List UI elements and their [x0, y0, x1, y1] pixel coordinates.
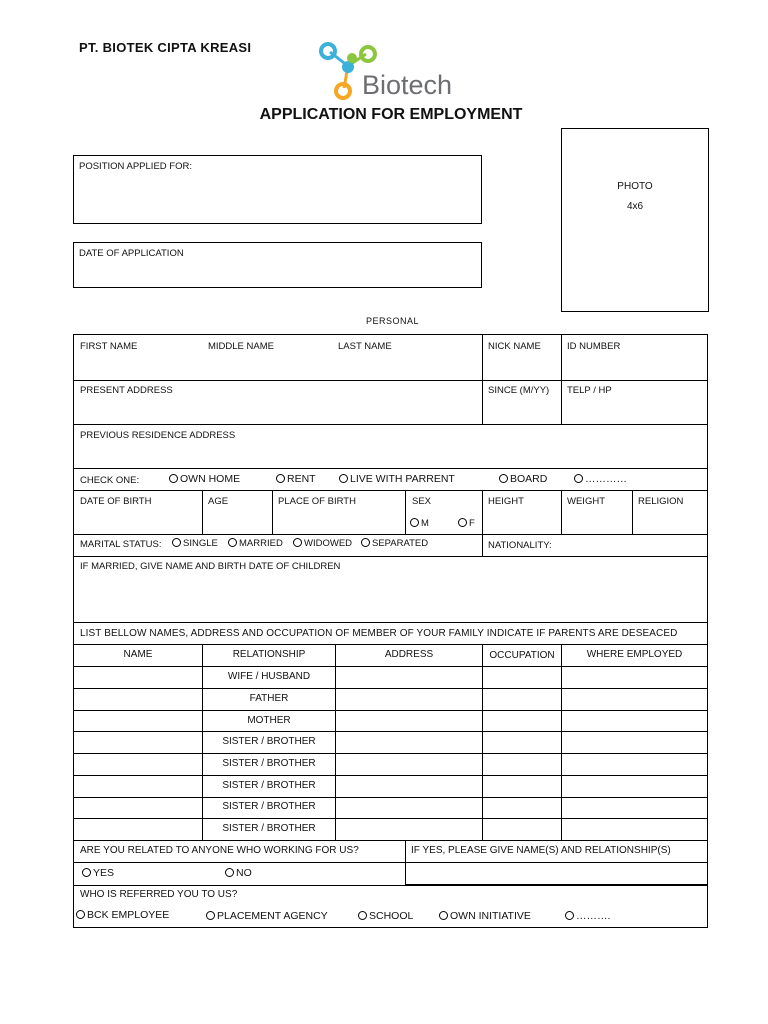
telp-label: TELP / HP: [567, 385, 612, 396]
logo-text: Biotech: [362, 70, 453, 100]
family-row-relationship: MOTHER: [247, 715, 291, 726]
family-intro-label: LIST BELLOW NAMES, ADDRESS AND OCCUPATION OF MEMBER OF YOUR FAMILY INDICATE IF PARENTS ARE DESEACED: [80, 628, 678, 639]
date-of-application-field[interactable]: [73, 242, 482, 288]
marital-separated-option[interactable]: SEPARATED: [361, 538, 428, 549]
radio-icon: [293, 538, 302, 547]
religion-label: RELIGION: [638, 496, 684, 507]
family-row-relationship: SISTER / BROTHER: [222, 758, 316, 769]
marital-married-option[interactable]: MARRIED: [228, 538, 283, 549]
referred-other-option[interactable]: ……….: [565, 910, 610, 922]
photo-label: PHOTO: [617, 181, 653, 192]
age-label: AGE: [208, 496, 229, 507]
family-header-relationship: RELATIONSHIP: [232, 649, 306, 660]
related-if-yes-label: IF YES, PLEASE GIVE NAME(S) AND RELATIONSHIP(S): [411, 845, 671, 856]
present-address-label: PRESENT ADDRESS: [80, 385, 173, 396]
radio-icon: [361, 538, 370, 547]
check-one-label: CHECK ONE:: [80, 475, 140, 486]
sex-m-option[interactable]: M: [410, 518, 429, 529]
related-question-label: ARE YOU RELATED TO ANYONE WHO WORKING FOR US?: [80, 845, 359, 856]
previous-address-label: PREVIOUS RESIDENCE ADDRESS: [80, 430, 236, 441]
radio-icon: [169, 474, 178, 483]
residence-own-home-option[interactable]: OWN HOME: [169, 473, 240, 485]
residence-board-option[interactable]: BOARD: [499, 473, 547, 485]
radio-icon: [439, 911, 448, 920]
radio-icon: [82, 868, 91, 877]
id-number-label: ID NUMBER: [567, 341, 621, 352]
radio-icon: [410, 518, 419, 527]
family-row-relationship: SISTER / BROTHER: [222, 801, 316, 812]
residence-live-with-parent-option[interactable]: LIVE WITH PARRENT: [339, 473, 455, 485]
referred-own-initiative-option[interactable]: OWN INITIATIVE: [439, 910, 531, 922]
related-no-option[interactable]: NO: [225, 867, 252, 879]
radio-icon: [339, 474, 348, 483]
sex-label: SEX: [412, 496, 432, 507]
dob-label: DATE OF BIRTH: [80, 496, 152, 507]
marital-status-label: MARITAL STATUS:: [80, 539, 162, 550]
weight-label: WEIGHT: [567, 496, 605, 507]
referred-bck-employee-option[interactable]: BCK EMPLOYEE: [76, 909, 169, 921]
middle-name-label: MIDDLE NAME: [208, 341, 274, 352]
form-title: APPLICATION FOR EMPLOYMENT: [259, 106, 523, 123]
radio-icon: [499, 474, 508, 483]
radio-icon: [206, 911, 215, 920]
height-label: HEIGHT: [488, 496, 524, 507]
residence-other-option[interactable]: …………: [574, 473, 627, 485]
date-of-application-label: DATE OF APPLICATION: [79, 248, 184, 259]
referred-placement-agency-option[interactable]: PLACEMENT AGENCY: [206, 910, 328, 922]
nick-name-label: NICK NAME: [488, 341, 541, 352]
since-label: SINCE (M/YY): [488, 385, 550, 396]
position-applied-field[interactable]: [73, 155, 482, 224]
pob-label: PLACE OF BIRTH: [278, 496, 356, 507]
children-label: IF MARRIED, GIVE NAME AND BIRTH DATE OF CHILDREN: [80, 561, 341, 572]
company-name: PT. BIOTEK CIPTA KREASI: [79, 40, 252, 55]
related-yes-option[interactable]: YES: [82, 867, 114, 879]
radio-icon: [76, 910, 85, 919]
family-header-name: NAME: [123, 649, 153, 660]
first-name-label: FIRST NAME: [80, 341, 138, 352]
radio-icon: [358, 911, 367, 920]
radio-icon: [458, 518, 467, 527]
radio-icon: [225, 868, 234, 877]
residence-rent-option[interactable]: RENT: [276, 473, 316, 485]
photo-box[interactable]: [561, 128, 709, 312]
family-header-where-employed: WHERE EMPLOYED: [586, 649, 683, 660]
radio-icon: [276, 474, 285, 483]
family-row-relationship: SISTER / BROTHER: [222, 823, 316, 834]
biotech-logo: [318, 42, 468, 106]
marital-widowed-option[interactable]: WIDOWED: [293, 538, 352, 549]
section-personal-heading: PERSONAL: [366, 316, 420, 326]
photo-size: 4x6: [626, 201, 644, 212]
nationality-label: NATIONALITY:: [488, 540, 552, 551]
radio-icon: [172, 538, 181, 547]
referred-school-option[interactable]: SCHOOL: [358, 910, 413, 922]
family-header-occupation: OCCUPATION: [489, 650, 555, 661]
sex-f-option[interactable]: F: [458, 518, 475, 529]
last-name-label: LAST NAME: [338, 341, 392, 352]
family-row-relationship: WIFE / HUSBAND: [227, 671, 311, 682]
marital-single-option[interactable]: SINGLE: [172, 538, 218, 549]
radio-icon: [228, 538, 237, 547]
position-applied-label: POSITION APPLIED FOR:: [79, 161, 192, 172]
family-row-relationship: FATHER: [249, 693, 289, 704]
family-row-relationship: SISTER / BROTHER: [222, 736, 316, 747]
radio-icon: [574, 474, 583, 483]
family-row-relationship: SISTER / BROTHER: [222, 780, 316, 791]
family-header-address: ADDRESS: [384, 649, 434, 660]
radio-icon: [565, 911, 574, 920]
personal-form-table: [73, 334, 708, 928]
referred-question-label: WHO IS REFERRED YOU TO US?: [80, 889, 238, 900]
